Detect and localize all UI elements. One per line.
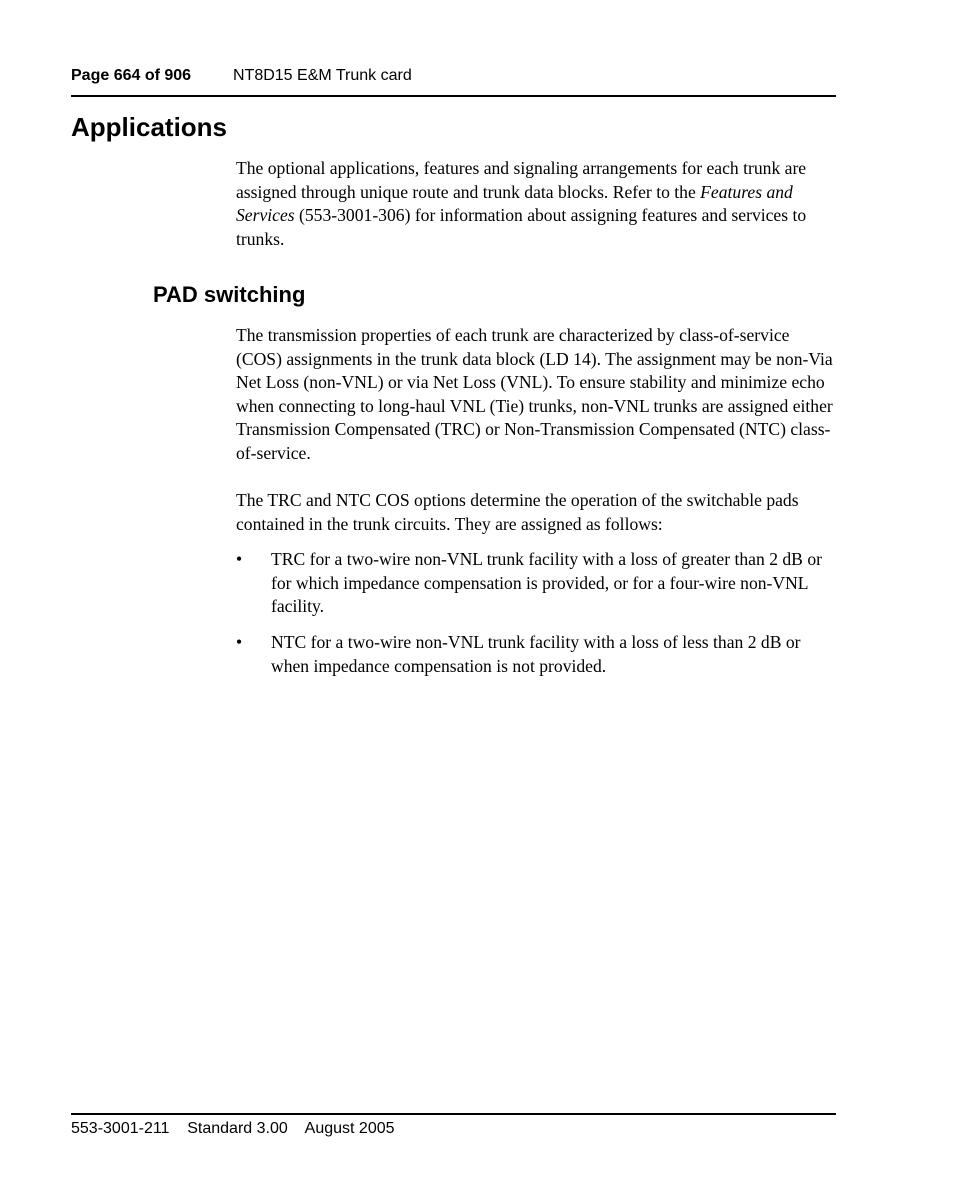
applications-text-1: The optional applications, features and signaling arrangements for each trunk are assigned through unique route and trunk data blocks. Refer to the — [236, 158, 807, 202]
footer-date: August 2005 — [304, 1120, 395, 1137]
applications-text-2: (553-3001-306) for information about assigning features and services to trunks. — [236, 205, 807, 249]
pad-switching-paragraph-2: The TRC and NTC COS options determine the operation of the switchable pads contained in the trunk circuits. They are assigned as follows: — [236, 490, 799, 534]
page-header — [71, 66, 836, 96]
page-footer — [71, 1119, 395, 1139]
footer-divider — [71, 1113, 836, 1115]
bullet-text-ntc: NTC for a two-wire non-VNL trunk facility with a loss of less than 2 dB or when impedance compensation is not provided. — [271, 632, 801, 676]
applications-paragraph — [236, 157, 836, 251]
heading-applications: Applications — [71, 112, 228, 142]
applications-reference-title: Features and Services — [236, 181, 793, 226]
bullet-text-trc: TRC for a two-wire non-VNL trunk facility with a loss of greater than 2 dB or for which impedance compensation is provided, or for a four-wire non-VNL facility. — [271, 549, 822, 617]
footer-doc-number: 553-3001-211 — [71, 1120, 170, 1137]
document-title: NT8D15 E&M Trunk card — [233, 67, 412, 84]
pad-switching-paragraph-1: The transmission properties of each trunk are characterized by class-of-service (COS) assignments in the trunk data block (LD 14). The assignment may be non-Via Net Loss (non-VNL) or via Net Loss (VNL). To ensure stability and minimize echo when connecting to long-haul VNL (Tie) trunks, non-VNL trunks are assigned either Transmission Compensated (TRC) or Non-Transmission Compensated (NTC) class-of-service. — [236, 325, 833, 463]
bullet-mark: • — [236, 632, 243, 652]
page-number: Page 664 of 906 — [71, 67, 192, 84]
header-divider — [71, 95, 836, 97]
footer-standard: Standard 3.00 — [187, 1120, 288, 1137]
heading-pad-switching: PAD switching — [153, 282, 306, 307]
bullet-mark: • — [236, 549, 243, 569]
